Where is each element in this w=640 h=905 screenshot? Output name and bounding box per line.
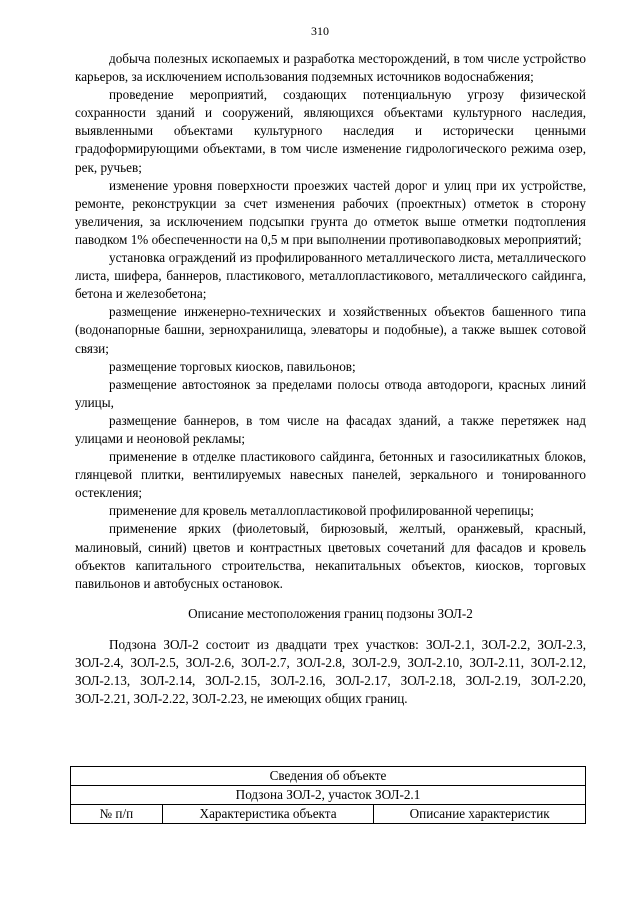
document-body bbox=[75, 50, 586, 708]
table-title-row bbox=[71, 767, 586, 786]
page-number: 310 bbox=[311, 24, 329, 38]
section-paragraph: Подзона ЗОЛ-2 состоит из двадцати трех участков: ЗОЛ-2.1, ЗОЛ-2.2, ЗОЛ-2.3, ЗОЛ-2.4, ЗОЛ-2.5, ЗОЛ-2.6, ЗОЛ-2.7, ЗОЛ-2.8, ЗОЛ-2.9, ЗОЛ-2.10, ЗОЛ-2.11, ЗОЛ-2.12, ЗОЛ-2.13, ЗОЛ-2.14, ЗОЛ-2.15, ЗОЛ-2.16, ЗОЛ-2.17, ЗОЛ-2.18, ЗОЛ-2.19, ЗОЛ-2.20, ЗОЛ-2.21, ЗОЛ-2.22, ЗОЛ-2.23, не имеющих общих границ. bbox=[75, 636, 586, 707]
paragraph-heritage-threats: проведение мероприятий, создающих потенциальную угрозу физической сохранности зданий и сооружений, являющихся объектами культурного наследия, выявленными объектами культурного наследия и исторически ценными градоформирующими объектами, в том числе изменение гидрологического режима озер, рек, ручьев; bbox=[75, 87, 586, 175]
paragraph-kiosks: размещение торговых киосков, павильонов; bbox=[109, 358, 356, 374]
paragraph-fences: установка ограждений из профилированного металлического листа, металлического листа, шифера, баннеров, пластикового, металлопластикового, металлического сайдинга, бетона и железобетона; bbox=[75, 250, 586, 302]
table-title: Сведения об объекте bbox=[71, 767, 586, 786]
table-subtitle: Подзона ЗОЛ-2, участок ЗОЛ-2.1 bbox=[71, 786, 586, 805]
paragraph-roofing: применение для кровель металлопластиковой профилированной черепицы; bbox=[109, 503, 534, 519]
table-subtitle-row bbox=[71, 786, 586, 805]
column-header-number: № п/п bbox=[71, 805, 163, 824]
column-header-characteristic: Характеристика объекта bbox=[162, 805, 374, 824]
paragraph-road-level: изменение уровня поверхности проезжих частей дорог и улиц при их устройстве, ремонте, реконструкции за счет изменения рабочих (проектных) отметок в сторону увеличения, за исключением подсыпки грунта до отметок выше отметки подтопления паводком 1% обеспеченности на 0,5 м при выполнении противопаводковых мероприятий; bbox=[75, 177, 586, 247]
paragraph-colors: применение ярких (фиолетовый, бирюзовый, желтый, оранжевый, красный, малиновый, синий) цветов и контрастных цветовых сочетаний для фасадов и кровель объектов капитального строительства, некапитальных объектов, киосков, торговых павильонов и автобусных остановок. bbox=[75, 521, 586, 591]
paragraph-tower-objects: размещение инженерно-технических и хозяйственных объектов башенного типа (водонапорные башни, зернохранилища, элеваторы и подобные), а также вышек сотовой связи; bbox=[75, 304, 586, 356]
column-header-description: Описание характеристик bbox=[374, 805, 586, 824]
table-header-row bbox=[71, 805, 586, 824]
paragraph-parking: размещение автостоянок за пределами полосы отвода автодороги, красных линий улицы, bbox=[75, 376, 586, 410]
paragraph-mining: добыча полезных ископаемых и разработка месторождений, в том числе устройство карьеров, за исключением использования подземных источников водоснабжения; bbox=[75, 51, 586, 85]
paragraph-banners: размещение баннеров, в том числе на фасадах зданий, а также перетяжек над улицами и неоновой рекламы; bbox=[75, 412, 586, 446]
section-heading: Описание местоположения границ подзоны ЗОЛ-2 bbox=[188, 605, 473, 621]
paragraph-finishing: применение в отделке пластикового сайдинга, бетонных и газосиликатных блоков, глянцевой плитки, вентилируемых навесных панелей, зеркального и тонированного остекления; bbox=[75, 449, 586, 501]
object-info-table bbox=[70, 766, 586, 824]
